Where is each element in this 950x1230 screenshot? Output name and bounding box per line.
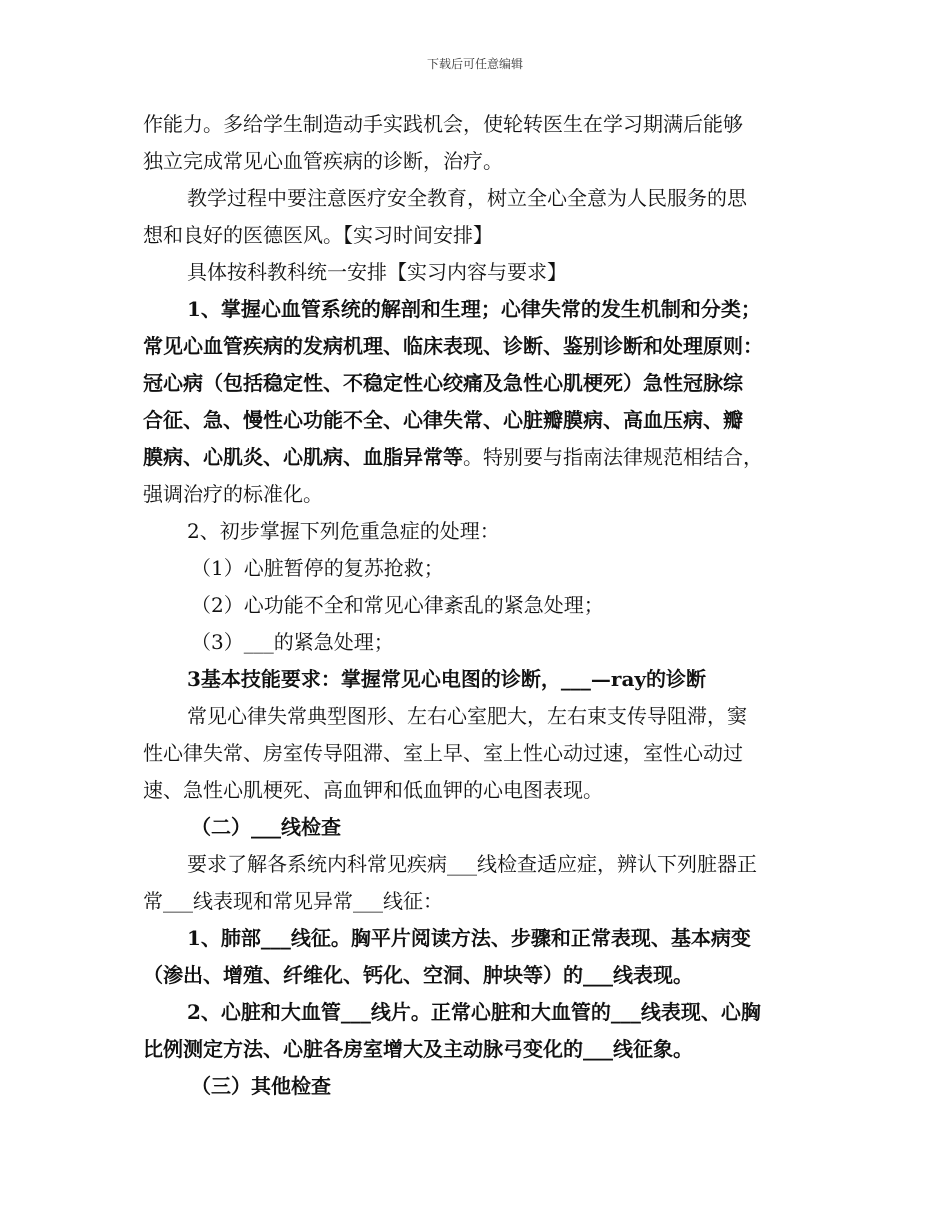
normal-text: 。特别要与指南法律规范相结合，: [463, 445, 763, 469]
text-line: 常见心律失常典型图形、左右心室肥大，左右束支传导阻滞，窦: [187, 704, 747, 728]
text-line: [143, 439, 811, 476]
text-line: （1）心脏暂停的复苏抢救；: [191, 556, 444, 580]
page-header: 下载后可任意编辑: [426, 57, 523, 71]
text-line: 合征、急、慢性心功能不全、心律失常、心脏瓣膜病、高血压病、瓣: [143, 408, 743, 432]
text-line: （3）___的紧急处理；: [191, 630, 394, 654]
text-line: 常见心血管疾病的发病机理、临床表现、诊断、鉴别诊断和处理原则：: [143, 334, 763, 358]
text-line: （渗出、增殖、纤维化、钙化、空洞、肿块等）的___线表现。: [143, 963, 693, 987]
text-line: 3基本技能要求：掌握常见心电图的诊断，___—ray的诊断: [187, 667, 707, 691]
text-line: 速、急性心肌梗死、高血钾和低血钾的心电图表现。: [143, 778, 603, 802]
text-line: 1、肺部___线征。胸平片阅读方法、步骤和正常表现、基本病变: [187, 926, 751, 950]
text-line: 教学过程中要注意医疗安全教育，树立全心全意为人民服务的思: [187, 186, 747, 210]
text-line: 要求了解各系统内科常见疾病___线检查适应症，辨认下列脏器正: [187, 852, 757, 876]
document-body: [143, 106, 811, 1105]
text-line: 具体按科教科统一安排【实习内容与要求】: [187, 260, 567, 284]
section-heading: （三）其他检查: [191, 1074, 331, 1098]
text-line: 作能力。多给学生制造动手实践机会，使轮转医生在学习期满后能够: [143, 112, 743, 136]
text-line: 比例测定方法、心脏各房室增大及主动脉弓变化的___线征象。: [143, 1037, 693, 1061]
text-line: 1、掌握心血管系统的解剖和生理；心律失常的发生机制和分类；: [187, 297, 761, 321]
text-line: 2、心脏和大血管___线片。正常心脏和大血管的___线表现、心胸: [187, 1000, 761, 1024]
text-line: 冠心病（包括稳定性、不稳定性心绞痛及急性心肌梗死）急性冠脉综: [143, 371, 743, 395]
text-line: 常___线表现和常见异常___线征：: [143, 889, 443, 913]
text-line: （2）心功能不全和常见心律紊乱的紧急处理；: [191, 593, 604, 617]
text-line: 独立完成常见心血管疾病的诊断，治疗。: [143, 149, 503, 173]
text-line: 想和良好的医德医风。【实习时间安排】: [143, 223, 493, 247]
section-heading: （二）___线检查: [191, 815, 341, 839]
text-line: 强调治疗的标准化。: [143, 482, 323, 506]
bold-text: 膜病、心肌炎、心肌病、血脂异常等: [143, 445, 463, 469]
text-line: 性心律失常、房室传导阻滞、室上早、室上性心动过速，室性心动过: [143, 741, 743, 765]
text-line: 2、初步掌握下列危重急症的处理：: [187, 519, 500, 543]
